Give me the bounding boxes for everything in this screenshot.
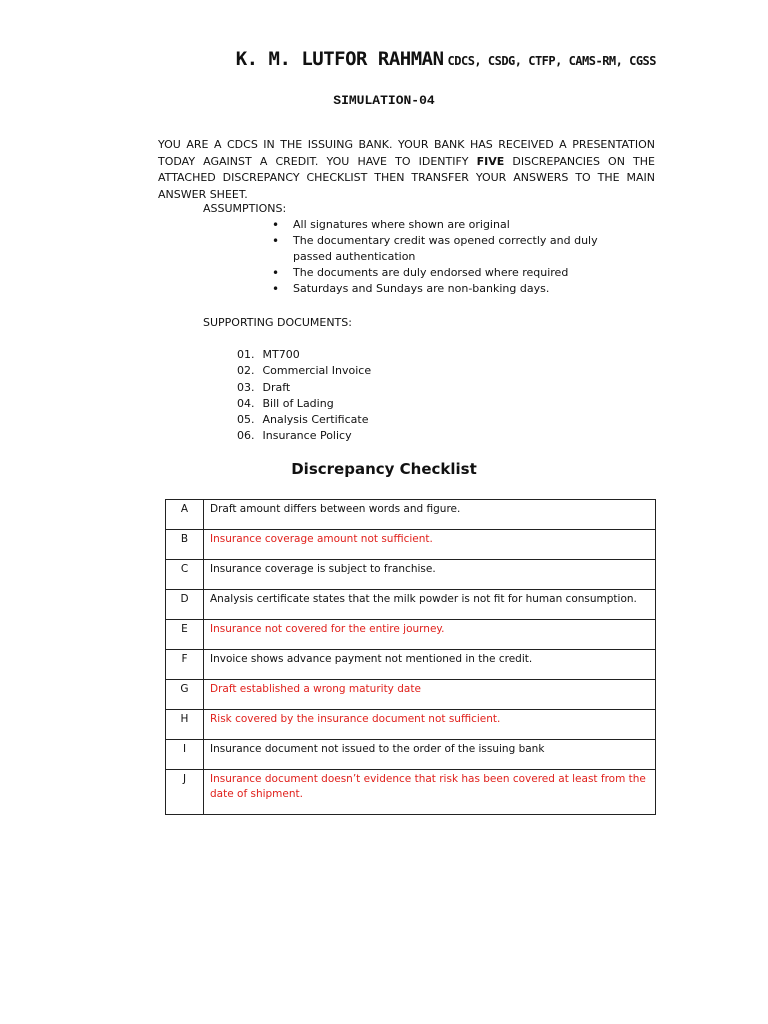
row-text: Insurance document doesn’t evidence that risk has been covered at least from the date of shipment. xyxy=(204,770,656,815)
row-text: Insurance not covered for the entire journey. xyxy=(204,620,656,650)
document-item xyxy=(237,347,371,363)
document-number: 04. xyxy=(237,396,255,410)
row-text: Analysis certificate states that the milk powder is not fit for human consumption. xyxy=(204,590,656,620)
row-letter: I xyxy=(166,740,204,770)
row-text: Draft established a wrong maturity date xyxy=(204,680,656,710)
row-letter: C xyxy=(166,560,204,590)
row-text: Insurance document not issued to the order of the issuing bank xyxy=(204,740,656,770)
row-text: Risk covered by the insurance document not sufficient. xyxy=(204,710,656,740)
document-item xyxy=(237,428,371,444)
author-credentials: CDCS, CSDG, CTFP, CAMS-RM, CGSS xyxy=(447,54,656,68)
supporting-documents-heading: SUPPORTING DOCUMENTS: xyxy=(203,316,352,329)
row-letter: G xyxy=(166,680,204,710)
document-item xyxy=(237,380,371,396)
row-text: Insurance coverage amount not sufficient. xyxy=(204,530,656,560)
document-label: Bill of Lading xyxy=(262,396,334,410)
document-number: 06. xyxy=(237,429,255,443)
discrepancy-checklist-table xyxy=(165,499,656,815)
document-item xyxy=(237,363,371,379)
author-name: K. M. LUTFOR RAHMAN xyxy=(235,48,444,70)
table-row xyxy=(166,590,656,620)
table-row xyxy=(166,620,656,650)
assumption-item: • Saturdays and Sundays are non-banking days. xyxy=(293,281,633,297)
table-row xyxy=(166,650,656,680)
document-label: Commercial Invoice xyxy=(262,364,372,378)
row-text: Insurance coverage is subject to franchise. xyxy=(204,560,656,590)
table-row xyxy=(166,710,656,740)
table-row xyxy=(166,530,656,560)
document-label: Draft xyxy=(262,380,291,394)
intro-paragraph xyxy=(158,137,655,203)
document-item xyxy=(237,396,371,412)
assumption-item: • The documentary credit was opened correctly and duly passed authentication xyxy=(293,233,633,265)
document-number: 02. xyxy=(237,364,255,378)
row-text: Invoice shows advance payment not mentioned in the credit. xyxy=(204,650,656,680)
assumptions-heading: ASSUMPTIONS: xyxy=(203,202,287,215)
row-letter: E xyxy=(166,620,204,650)
document-label: Insurance Policy xyxy=(262,429,352,443)
intro-bold-count: FIVE xyxy=(476,154,505,168)
intro-text-end: DISCREPANCIES ON THE ATTACHED DISCREPANCY CHECKLIST THEN TRANSFER YOUR ANSWERS TO THE MAIN ANSWER SHEET. xyxy=(158,154,655,201)
page-title: SIMULATION-04 xyxy=(333,93,435,108)
row-letter: A xyxy=(166,500,204,530)
table-row xyxy=(166,680,656,710)
document-number: 05. xyxy=(237,413,255,427)
document-number: 01. xyxy=(237,348,255,361)
table-row xyxy=(166,560,656,590)
document-item xyxy=(237,412,371,428)
assumptions-list xyxy=(293,217,633,297)
table-row xyxy=(166,500,656,530)
row-letter: F xyxy=(166,650,204,680)
intro-text-start: YOU ARE A CDCS IN THE ISSUING BANK. YOUR BANK HAS RECEIVED A PRESENTATION TODAY AGAINST A CREDIT. YOU HAVE TO IDENTIFY xyxy=(158,138,655,168)
document-label: Analysis Certificate xyxy=(262,413,369,427)
document-number: 03. xyxy=(237,380,255,394)
checklist-title: Discrepancy Checklist xyxy=(291,460,477,478)
table-row xyxy=(166,740,656,770)
row-letter: D xyxy=(166,590,204,620)
assumption-item: • The documents are duly endorsed where required xyxy=(293,265,633,281)
row-letter: H xyxy=(166,710,204,740)
row-letter: J xyxy=(166,770,204,815)
supporting-documents-list xyxy=(237,347,371,445)
author-header xyxy=(236,48,656,70)
assumption-item: • All signatures where shown are original xyxy=(293,217,633,233)
document-label: MT700 xyxy=(262,348,300,361)
row-letter: B xyxy=(166,530,204,560)
table-row xyxy=(166,770,656,815)
row-text: Draft amount differs between words and figure. xyxy=(204,500,656,530)
